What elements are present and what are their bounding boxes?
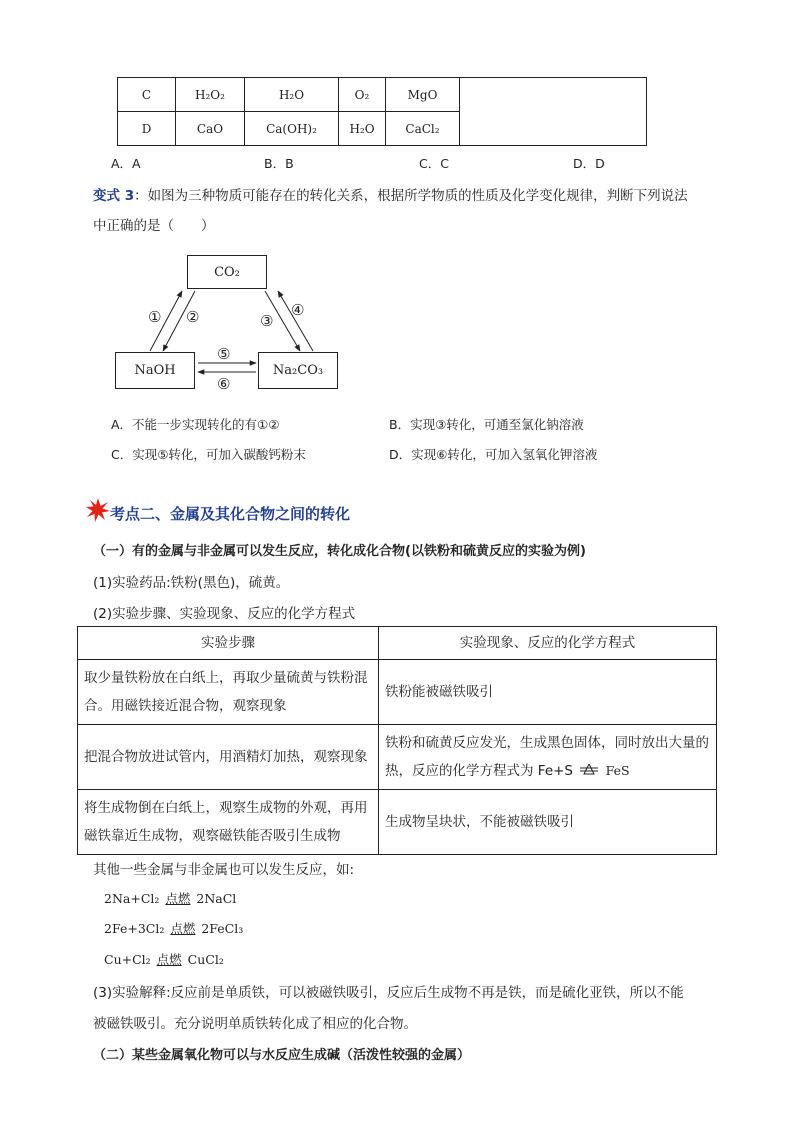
table-row	[118, 78, 647, 112]
equation-2	[104, 919, 243, 937]
arrow-4	[278, 291, 313, 351]
section2-sub2: （二）某些金属氧化物可以与水反应生成碱（活泼性较强的金属）	[93, 1048, 471, 1063]
other-intro: 其他一些金属与非金属也可以发生反应，如:	[93, 862, 355, 878]
table-cell: MgO	[386, 78, 460, 112]
equation-1	[104, 889, 236, 907]
option-a: A．不能一步实现转化的有①②	[111, 417, 280, 432]
section2-title: 考点二、金属及其化合物之间的转化	[110, 505, 351, 523]
box-na2co3: Na₂CO₃	[258, 352, 338, 389]
table-cell: Ca(OH)₂	[245, 112, 339, 146]
top-table	[117, 77, 647, 146]
experiment-table	[77, 626, 717, 855]
equation-right: CuCl₂	[187, 952, 224, 967]
prev-option-b: B．B	[264, 156, 294, 171]
table-row	[78, 790, 717, 855]
equation-left: Cu+Cl₂	[104, 952, 151, 967]
table-cell: C	[118, 78, 176, 112]
table-cell: H₂O	[245, 78, 339, 112]
equation-3	[104, 950, 224, 968]
variant3-text-line1: ：如图为三种物质可能存在的转化关系，根据所学物质的性质及化学变化规律，判断下列说法	[134, 188, 688, 204]
option-d: D．实现⑥转化，可加入氢氧化钾溶液	[389, 447, 598, 462]
table-cell: D	[118, 112, 176, 146]
table-empty-cell	[460, 78, 647, 146]
box-co2: CO₂	[187, 255, 267, 289]
option-b: B．实现③转化，可通至氯化钠溶液	[389, 417, 584, 432]
prev-option-a: A．A	[111, 156, 141, 171]
step-cell: 把混合物放进试管内，用酒精灯加热，观察现象	[78, 725, 379, 790]
prev-option-d: D．D	[573, 156, 605, 171]
result-product: FeS	[605, 763, 630, 778]
variant3-question	[93, 184, 773, 204]
table-row	[78, 725, 717, 790]
heat-triangle-icon	[580, 764, 598, 776]
equation-left: 2Fe+3Cl₂	[104, 921, 165, 936]
table-header-row	[78, 627, 717, 660]
label-4: ④	[291, 301, 305, 319]
item1: (1)实验药品:铁粉(黑色)，硫黄。	[93, 575, 290, 591]
item2: (2)实验步骤、实验现象、反应的化学方程式	[93, 606, 356, 622]
label-6: ⑥	[217, 375, 231, 393]
equation-condition: 点燃	[170, 921, 196, 936]
result-cell	[379, 725, 717, 790]
option-c: C．实现⑤转化，可加入碳酸钙粉末	[111, 447, 306, 462]
table-row	[78, 660, 717, 725]
label-1: ①	[148, 308, 162, 326]
prev-option-c: C．C	[419, 156, 449, 171]
header-step: 实验步骤	[78, 627, 379, 660]
label-2: ②	[186, 308, 200, 326]
header-result: 实验现象、反应的化学方程式	[379, 627, 717, 660]
step-cell: 将生成物倒在白纸上，观察生成物的外观，再用磁铁靠近生成物，观察磁铁能否吸引生成物	[78, 790, 379, 855]
star-burst-icon	[86, 498, 110, 522]
result-cell: 铁粉能被磁铁吸引	[379, 660, 717, 725]
equation-condition: 点燃	[156, 952, 182, 967]
table-cell: H₂O₂	[176, 78, 245, 112]
equation-right: 2FeCl₃	[201, 921, 244, 936]
section2-sub1: （一）有的金属与非金属可以发生反应，转化成化合物(以铁粉和硫黄反应的实验为例)	[93, 544, 586, 559]
variant3-label: 变式 3	[93, 188, 135, 204]
result-cell: 生成物呈块状，不能被磁铁吸引	[379, 790, 717, 855]
box-naoh: NaOH	[115, 352, 195, 389]
table-cell: O₂	[339, 78, 386, 112]
table-cell: CaCl₂	[386, 112, 460, 146]
equation-condition: 点燃	[165, 891, 191, 906]
conversion-diagram	[110, 250, 350, 395]
variant3-text-line2: 中正确的是（ ）	[93, 218, 215, 234]
table-cell: H₂O	[339, 112, 386, 146]
table-cell: CaO	[176, 112, 245, 146]
step-cell: 取少量铁粉放在白纸上，再取少量硫黄与铁粉混合。用磁铁接近混合物，观察现象	[78, 660, 379, 725]
result-text: 铁粉和硫黄反应发光，生成黑色固体，同时放出大量的热，反应的化学方程式为 Fe+S	[385, 735, 709, 779]
label-3: ③	[260, 312, 274, 330]
label-5: ⑤	[217, 345, 231, 363]
item3-line2: 被磁铁吸引。充分说明单质铁转化成了相应的化合物。	[93, 1016, 417, 1032]
equation-right: 2NaCl	[196, 891, 237, 906]
item3-line1: (3)实验解释:反应前是单质铁，可以被磁铁吸引，反应后生成物不再是铁，而是硫化亚铁，所以不能	[93, 985, 684, 1001]
equation-left: 2Na+Cl₂	[104, 891, 160, 906]
